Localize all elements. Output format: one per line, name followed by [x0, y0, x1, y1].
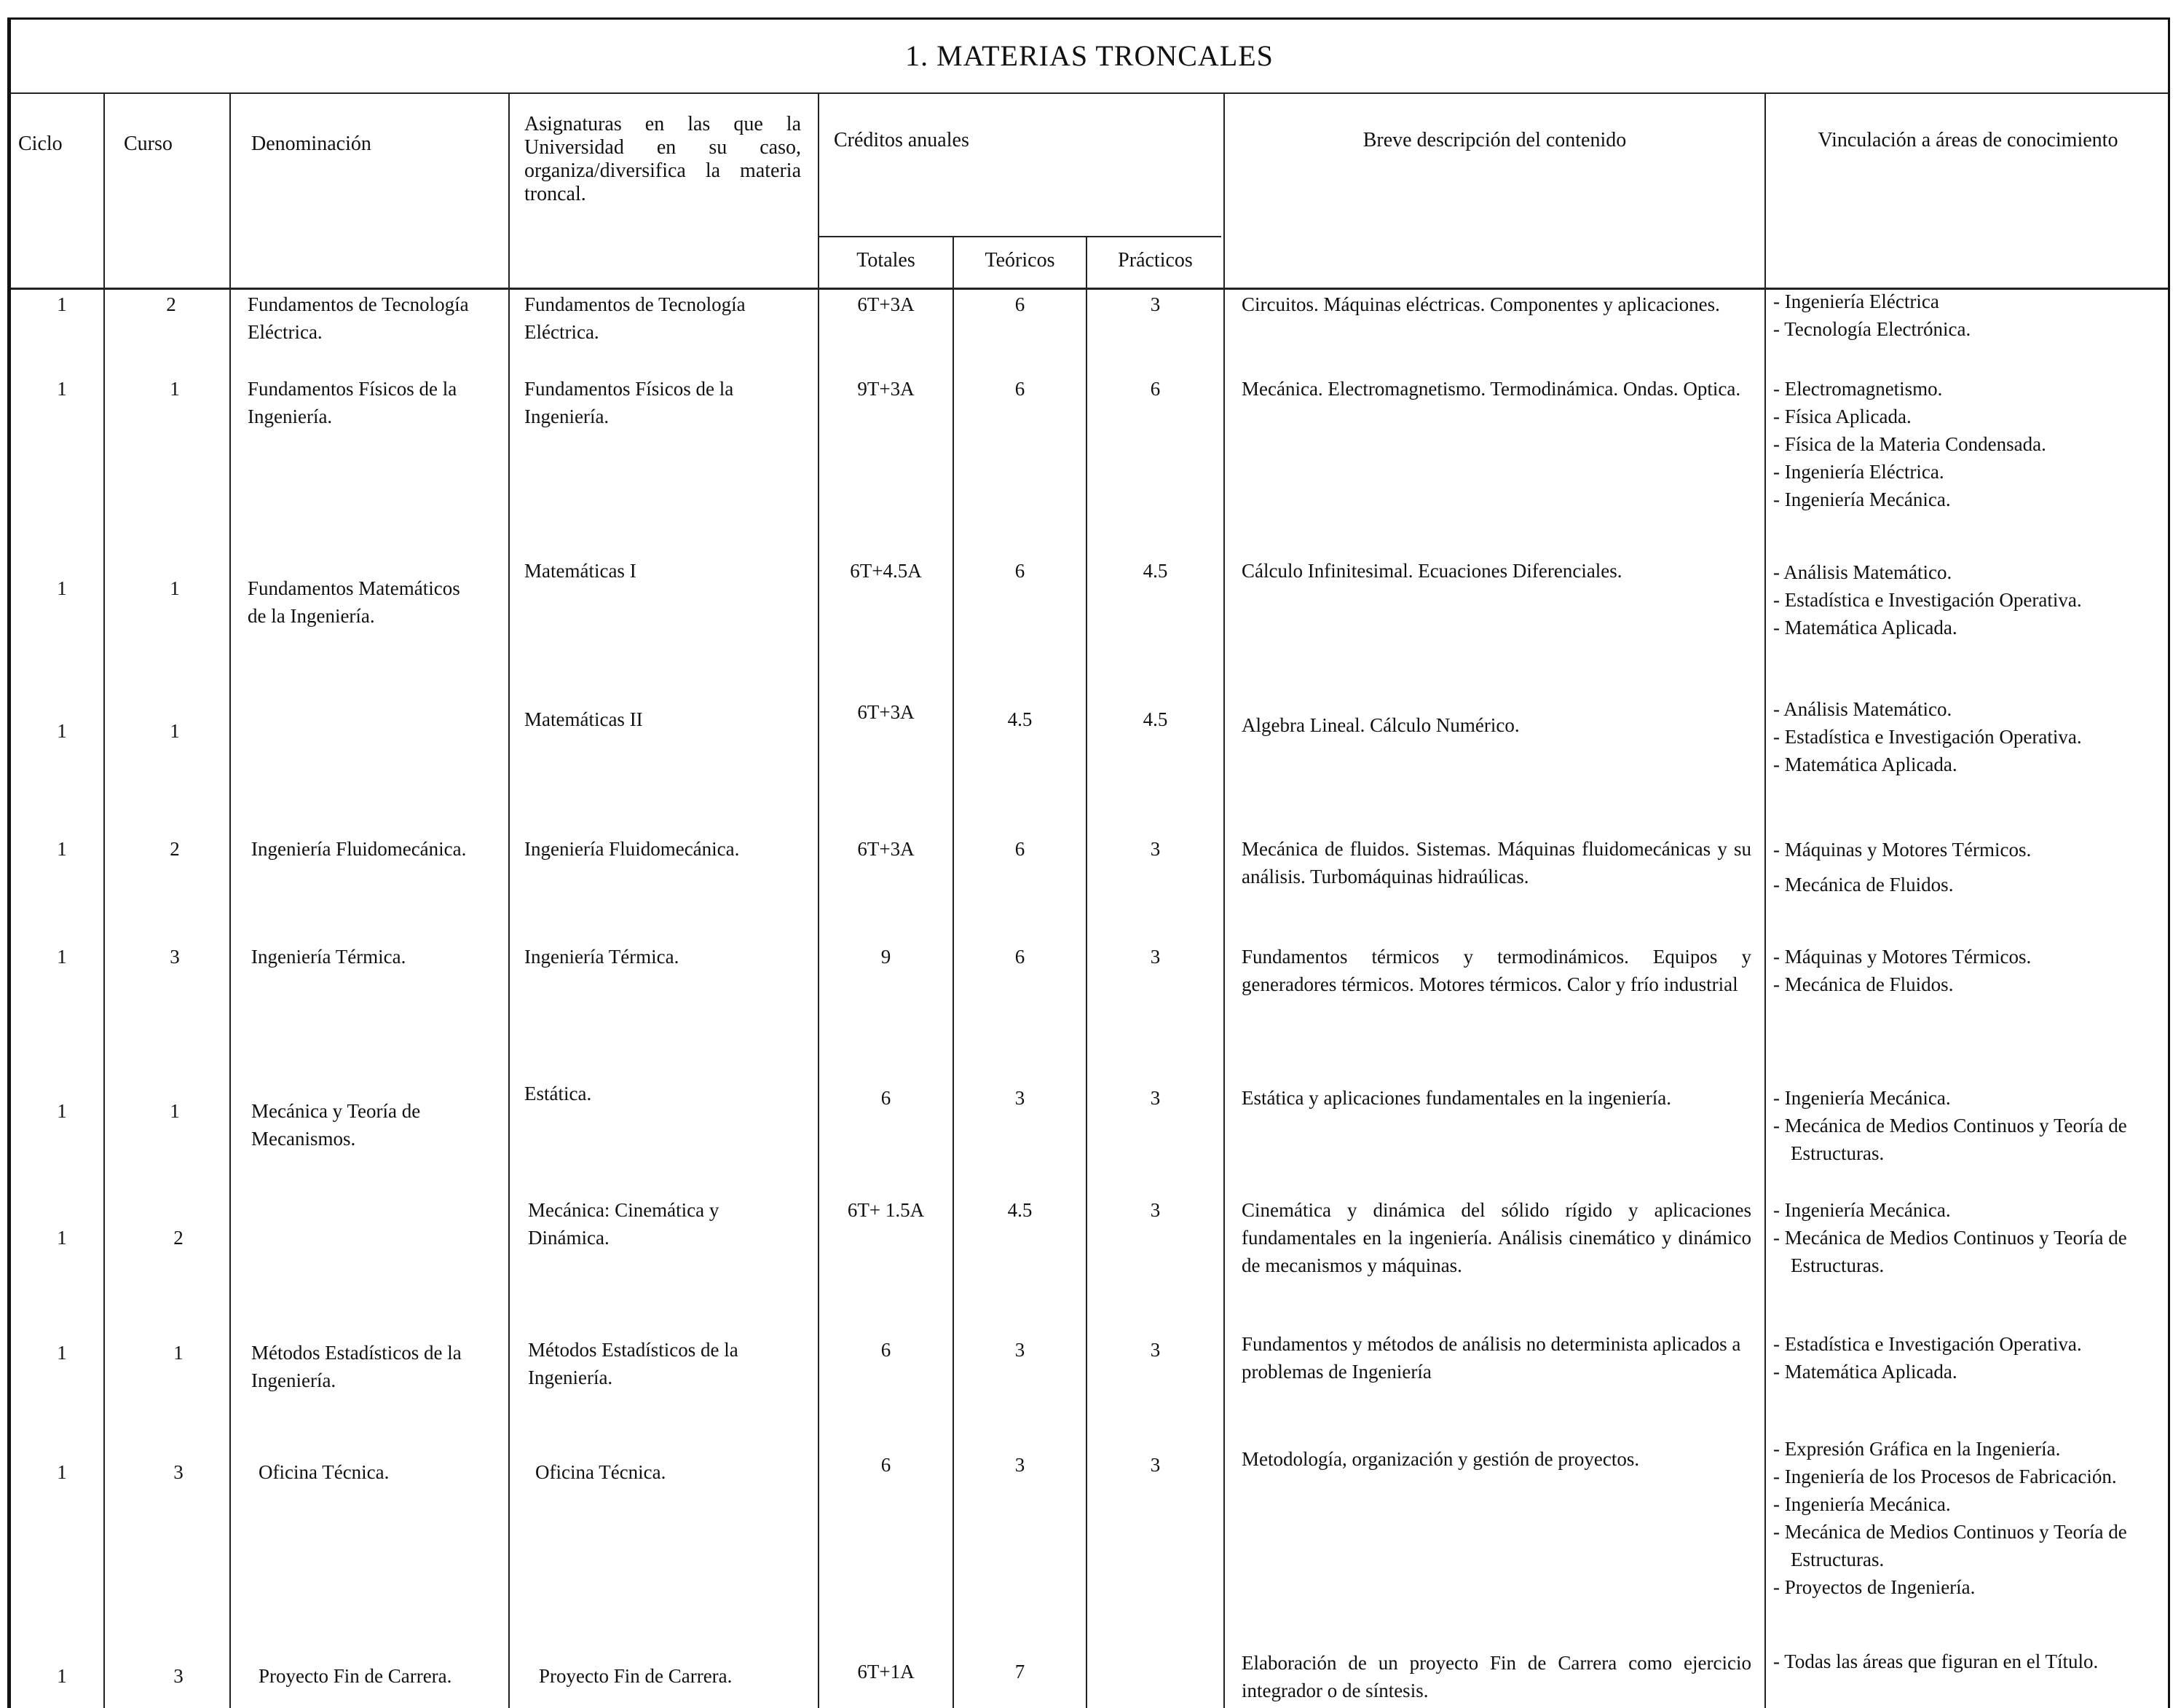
cell-areas [1773, 1084, 2166, 1167]
cell-totales: 6 [880, 1339, 891, 1361]
cell-areas [1773, 943, 2166, 998]
cell-curso: 2 [166, 293, 176, 315]
header-practicos: Prácticos [1118, 249, 1193, 272]
cell-ciclo: 1 [57, 1342, 67, 1364]
cell-teoricos: 6 [1014, 293, 1025, 315]
header-top-rule [11, 92, 2168, 94]
cell-teoricos: 3 [1014, 1339, 1025, 1361]
area-item: - Ingeniería Eléctrica [1773, 288, 2166, 315]
cell-teoricos: 4.5 [1007, 1199, 1033, 1221]
cell-areas [1773, 832, 2166, 902]
cell-asignatura: Métodos Estadísticos de la Ingeniería. [528, 1339, 738, 1388]
cell-descripcion: Mecánica. Electromagnetismo. Termodinámica. Ondas. Optica. [1242, 378, 1741, 400]
cell-areas [1773, 695, 2166, 778]
cell-curso: 2 [173, 1227, 184, 1249]
cell-descripcion: Algebra Lineal. Cálculo Numérico. [1242, 714, 1520, 736]
cell-descripcion: Cinemática y dinámica del sólido rígido y aplicaciones fundamentales en la ingeniería. Análisis cinemático y dinámico de mecanismos y máquinas. [1242, 1199, 1751, 1276]
col-divider [1764, 92, 1766, 1708]
cell-practicos: 3 [1150, 1199, 1161, 1221]
area-item: - Matemática Aplicada. [1773, 1358, 2166, 1385]
area-item: - Ingeniería Mecánica. [1773, 1084, 2166, 1112]
header-curso: Curso [124, 133, 173, 155]
page-title: 1. MATERIAS TRONCALES [905, 39, 1274, 72]
header-ciclo: Ciclo [18, 133, 63, 155]
cell-teoricos: 4.5 [1007, 708, 1033, 730]
area-item: - Mecánica de Medios Continuos y Teoría de Estructuras. [1773, 1112, 2166, 1167]
cell-totales: 6 [880, 1454, 891, 1476]
cell-ciclo: 1 [57, 577, 67, 599]
area-item: - Ingeniería Mecánica. [1773, 486, 2166, 513]
cell-totales: 6T+3A [857, 838, 915, 860]
col-divider [1223, 92, 1225, 1708]
cell-teoricos: 3 [1014, 1454, 1025, 1476]
cell-ciclo: 1 [57, 946, 67, 968]
col-divider [508, 92, 510, 1708]
cell-curso: 1 [170, 720, 180, 742]
area-item: - Electromagnetismo. [1773, 375, 2166, 403]
cell-practicos: 3 [1150, 946, 1161, 968]
cell-denominacion: Oficina Técnica. [259, 1461, 390, 1483]
cell-totales: 6T+3A [857, 293, 915, 315]
cell-asignatura: Mecánica: Cinemática y Dinámica. [528, 1199, 719, 1249]
cell-totales: 6T+4.5A [850, 560, 922, 582]
cell-totales: 6T+1A [857, 1661, 915, 1683]
header-descripcion: Breve descripción del contenido [1362, 129, 1627, 151]
area-item: - Todas las áreas que figuran en el Título. [1773, 1648, 2166, 1675]
area-item: - Análisis Matemático. [1773, 695, 2166, 723]
cell-curso: 1 [170, 378, 180, 400]
cell-practicos: 3 [1150, 838, 1161, 860]
cell-curso: 1 [170, 1100, 180, 1122]
cell-descripcion: Fundamentos y métodos de análisis no determinista aplicados a problemas de Ingeniería [1242, 1333, 1741, 1383]
cell-descripcion: Estática y aplicaciones fundamentales en la ingeniería. [1242, 1087, 1671, 1109]
cell-asignatura: Fundamentos de Tecnología Eléctrica. [524, 293, 746, 343]
cell-denominacion: Fundamentos Físicos de la Ingeniería. [248, 378, 457, 427]
cell-teoricos: 6 [1014, 378, 1025, 400]
cell-ciclo: 1 [57, 1100, 67, 1122]
cell-teoricos: 6 [1014, 946, 1025, 968]
cell-areas [1773, 1330, 2166, 1385]
col-divider [1086, 236, 1087, 1708]
area-item: - Tecnología Electrónica. [1773, 315, 2166, 343]
area-item: - Ingeniería de los Procesos de Fabricación. [1773, 1463, 2170, 1490]
cell-ciclo: 1 [57, 293, 67, 315]
col-divider [103, 92, 105, 1708]
cell-asignatura: Fundamentos Físicos de la Ingeniería. [524, 378, 734, 427]
area-item: - Mecánica de Medios Continuos y Teoría de Estructuras. [1773, 1224, 2166, 1279]
header-teoricos: Teóricos [985, 249, 1055, 272]
header-totales: Totales [856, 249, 915, 272]
cell-areas [1773, 1435, 2170, 1601]
cell-totales: 9T+3A [857, 378, 915, 400]
cell-ciclo: 1 [57, 1227, 67, 1249]
cell-ciclo: 1 [57, 838, 67, 860]
cell-practicos: 6 [1150, 378, 1161, 400]
area-item: - Mecánica de Medios Continuos y Teoría de Estructuras. [1773, 1518, 2170, 1573]
cell-ciclo: 1 [57, 1461, 67, 1483]
cell-teoricos: 7 [1014, 1661, 1025, 1683]
cell-denominacion: Ingeniería Fluidomecánica. [251, 838, 467, 860]
cell-practicos: 4.5 [1143, 560, 1168, 582]
cell-asignatura: Matemáticas II [524, 708, 643, 730]
cell-practicos: 3 [1150, 1454, 1161, 1476]
creditos-sub-rule [819, 236, 1221, 237]
cell-asignatura: Oficina Técnica. [535, 1461, 666, 1483]
header-vinculacion: Vinculación a áreas de conocimiento [1818, 129, 2118, 151]
col-divider [229, 92, 231, 1708]
cell-curso: 3 [173, 1461, 184, 1483]
cell-curso: 1 [173, 1342, 184, 1364]
cell-practicos: 3 [1150, 293, 1161, 315]
cell-denominacion: Ingeniería Térmica. [251, 946, 406, 968]
cell-descripcion: Mecánica de fluidos. Sistemas. Máquinas fluidomecánicas y su análisis. Turbomáquinas hidraúlicas. [1242, 838, 1751, 887]
cell-denominacion: Fundamentos de Tecnología Eléctrica. [248, 293, 469, 343]
cell-areas [1773, 1648, 2166, 1675]
area-item: - Máquinas y Motores Térmicos. [1773, 943, 2166, 970]
area-item: - Física de la Materia Condensada. [1773, 430, 2166, 458]
cell-teoricos: 6 [1014, 560, 1025, 582]
area-item: - Mecánica de Fluidos. [1773, 970, 2166, 998]
cell-asignatura: Ingeniería Fluidomecánica. [524, 838, 740, 860]
cell-areas [1773, 375, 2166, 513]
area-item: - Máquinas y Motores Térmicos. [1773, 832, 2166, 867]
cell-asignatura: Estática. [524, 1083, 592, 1104]
cell-curso: 3 [170, 946, 180, 968]
cell-totales: 6T+3A [857, 701, 915, 723]
cell-teoricos: 6 [1014, 838, 1025, 860]
cell-descripcion: Circuitos. Máquinas eléctricas. Componentes y aplicaciones. [1242, 293, 1720, 315]
header-creditos: Créditos anuales [834, 129, 969, 151]
area-item: - Ingeniería Eléctrica. [1773, 458, 2166, 486]
area-item: - Física Aplicada. [1773, 403, 2166, 430]
area-item: - Estadística e Investigación Operativa. [1773, 586, 2166, 614]
cell-practicos: 3 [1150, 1087, 1161, 1109]
area-item: - Ingeniería Mecánica. [1773, 1196, 2166, 1224]
cell-curso: 1 [170, 577, 180, 599]
cell-denominacion: Métodos Estadísticos de la Ingeniería. [251, 1342, 462, 1391]
document-page [7, 17, 2170, 1708]
area-item: - Ingeniería Mecánica. [1773, 1490, 2170, 1518]
cell-denominacion: Fundamentos Matemáticos de la Ingeniería. [248, 577, 460, 627]
area-item: - Matemática Aplicada. [1773, 751, 2166, 778]
area-item: - Estadística e Investigación Operativa. [1773, 723, 2166, 751]
cell-asignatura: Matemáticas I [524, 560, 636, 582]
cell-descripcion: Elaboración de un proyecto Fin de Carrera como ejercicio integrador o de síntesis. [1242, 1652, 1751, 1701]
cell-asignatura: Ingeniería Térmica. [524, 946, 679, 968]
area-item: - Expresión Gráfica en la Ingeniería. [1773, 1435, 2170, 1463]
cell-denominacion: Proyecto Fin de Carrera. [259, 1665, 452, 1687]
cell-ciclo: 1 [57, 720, 67, 742]
cell-areas [1773, 1196, 2166, 1279]
cell-totales: 6T+ 1.5A [847, 1199, 925, 1221]
cell-totales: 6 [880, 1087, 891, 1109]
area-item: - Análisis Matemático. [1773, 558, 2166, 586]
area-item: - Proyectos de Ingeniería. [1773, 1573, 2170, 1601]
cell-denominacion: Mecánica y Teoría de Mecanismos. [251, 1100, 421, 1150]
cell-descripcion: Metodología, organización y gestión de proyectos. [1242, 1448, 1640, 1470]
area-item: - Matemática Aplicada. [1773, 614, 2166, 641]
cell-practicos: 4.5 [1143, 708, 1168, 730]
cell-curso: 2 [170, 838, 180, 860]
cell-practicos: 3 [1150, 1339, 1161, 1361]
cell-asignatura: Proyecto Fin de Carrera. [539, 1665, 733, 1687]
col-divider [953, 236, 954, 1708]
cell-descripcion: Fundamentos térmicos y termodinámicos. Equipos y generadores térmicos. Motores térmicos. Calor y frío industrial [1242, 946, 1751, 995]
cell-teoricos: 3 [1014, 1087, 1025, 1109]
cell-ciclo: 1 [57, 378, 67, 400]
area-item: - Mecánica de Fluidos. [1773, 867, 2166, 902]
header-asignaturas: Asignaturas en las que la Universidad en su caso, organiza/diversifica la materia troncal. [524, 113, 801, 205]
header-denominacion: Denominación [251, 133, 371, 155]
area-item: - Estadística e Investigación Operativa. [1773, 1330, 2166, 1358]
cell-descripcion: Cálculo Infinitesimal. Ecuaciones Diferenciales. [1242, 560, 1622, 582]
cell-totales: 9 [880, 946, 891, 968]
cell-areas [1773, 558, 2166, 641]
cell-areas [1773, 288, 2166, 343]
cell-curso: 3 [173, 1665, 184, 1687]
cell-ciclo: 1 [57, 1665, 67, 1687]
